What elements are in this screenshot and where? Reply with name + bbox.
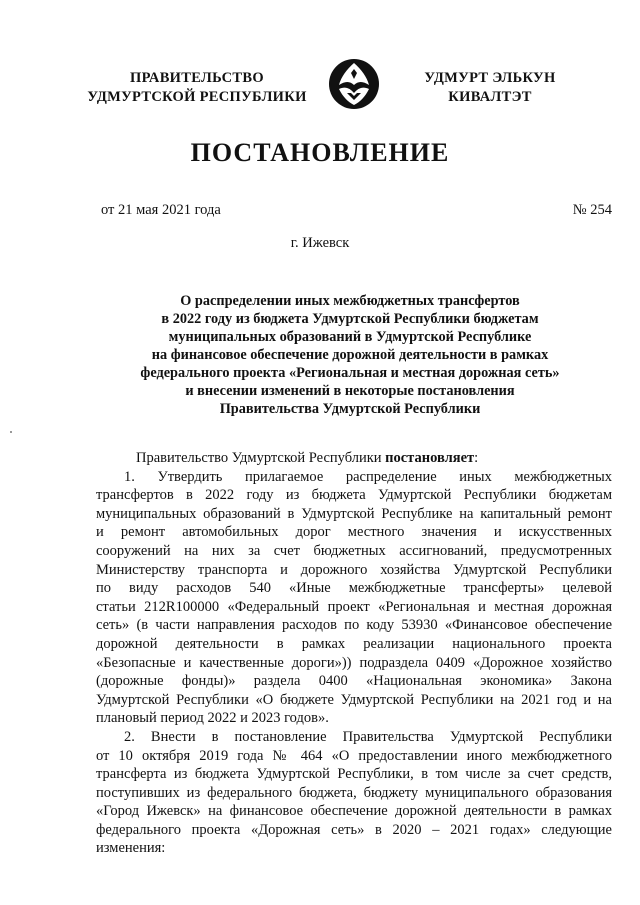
document-type-title: ПОСТАНОВЛЕНИЕ <box>190 138 450 167</box>
paragraph-line: 2. Внести в постановление Правительства Удмуртской Республики <box>124 728 612 745</box>
paragraph-line: изменения: <box>96 840 166 857</box>
document-date: от 21 мая 2021 года <box>101 202 221 218</box>
paragraph-line: по виду расходов 540 «Иные межбюджетные трансферты» целевой <box>96 580 612 597</box>
paragraph-line: 1. Утвердить прилагаемое распределение иных межбюджетных <box>124 468 612 485</box>
paragraph-line: плановый период 2022 и 2023 годов». <box>96 710 329 727</box>
paragraph-line: муниципальных образований в Удмуртской Республике на капитальный ремонт <box>96 505 612 522</box>
document-number: № 254 <box>572 202 612 218</box>
header-right-line: КИВАЛТЭТ <box>448 89 532 105</box>
intro-line <box>96 449 612 468</box>
paragraph-line: и ремонт автомобильных дорог местного значения и искусственных <box>96 524 612 541</box>
paragraph-line: сооружений на них за счет бюджетных ассигнований, предусмотренных <box>96 542 612 559</box>
udmurt-coat-of-arms-icon <box>327 55 381 111</box>
intro-text: Правительство Удмуртской Республики <box>136 450 386 466</box>
paragraph-line: статьи 212R100000 «Федеральный проект «Региональная и местная дорожная <box>96 598 612 615</box>
paragraph-line: дорожной деятельности в рамках реализации национального проекта <box>96 635 612 652</box>
paragraph-line: Министерству транспорта и дорожного хозяйства Удмуртской Республики <box>96 561 612 578</box>
paragraph-line: сеть» (в части направления расходов по коду 53930 «Финансовое обеспечение <box>96 617 612 634</box>
intro-verb: постановляет <box>385 450 475 466</box>
paragraph-line: трансфертов в 2022 году из бюджета Удмуртской Республики бюджетам <box>96 487 612 504</box>
government-name-russian <box>82 69 312 107</box>
paragraph-line: от 10 октября 2019 года № 464 «О предоставлении иного межбюджетного <box>96 747 612 764</box>
header-right-line: УДМУРТ ЭЛЬКУН <box>424 70 556 86</box>
heading-line: Правительства Удмуртской Республики <box>219 401 481 417</box>
paragraph-line: «Город Ижевск» на финансовое обеспечение дорожной деятельности в рамках <box>96 803 612 820</box>
heading-line: муниципальных образований в Удмуртской Республике <box>168 329 532 345</box>
paragraph-line: (дорожные фонды)» раздела 0400 «Национальная экономика» Закона <box>96 673 612 690</box>
heading-line: О распределении иных межбюджетных трансфертов <box>180 293 520 309</box>
document-heading <box>90 292 610 418</box>
document-body <box>96 449 612 858</box>
paragraph-line: трансферта из бюджета Удмуртской Республики, в том числе за счет средств, <box>96 766 612 783</box>
header-left-line: УДМУРТСКОЙ РЕСПУБЛИКИ <box>87 89 307 105</box>
paragraph-line: Удмуртской Республики «О бюджете Удмуртской Республики на 2021 год и на <box>96 691 612 708</box>
heading-line: федерального проекта «Региональная и местная дорожная сеть» <box>140 365 560 381</box>
government-name-udmurt <box>395 69 585 107</box>
paragraph-line: «Безопасные и качественные дороги»)) подраздела 0409 «Дорожное хозяйство <box>96 654 612 671</box>
paragraph-1 <box>96 468 612 728</box>
heading-line: и внесении изменений в некоторые постановления <box>185 383 515 399</box>
header-left-line: ПРАВИТЕЛЬСТВО <box>130 70 264 86</box>
scan-mark <box>10 431 12 433</box>
paragraph-2 <box>96 728 612 858</box>
paragraph-line: федерального проекта «Дорожная сеть» в 2020 – 2021 годах» следующие <box>96 821 612 838</box>
heading-line: на финансовое обеспечение дорожной деятельности в рамках <box>151 347 549 363</box>
document-city: г. Ижевск <box>290 235 350 251</box>
paragraph-line: поступивших из федерального бюджета, бюджету муниципального образования <box>96 784 612 801</box>
heading-line: в 2022 году из бюджета Удмуртской Республики бюджетам <box>161 311 539 327</box>
intro-colon: : <box>474 450 479 466</box>
